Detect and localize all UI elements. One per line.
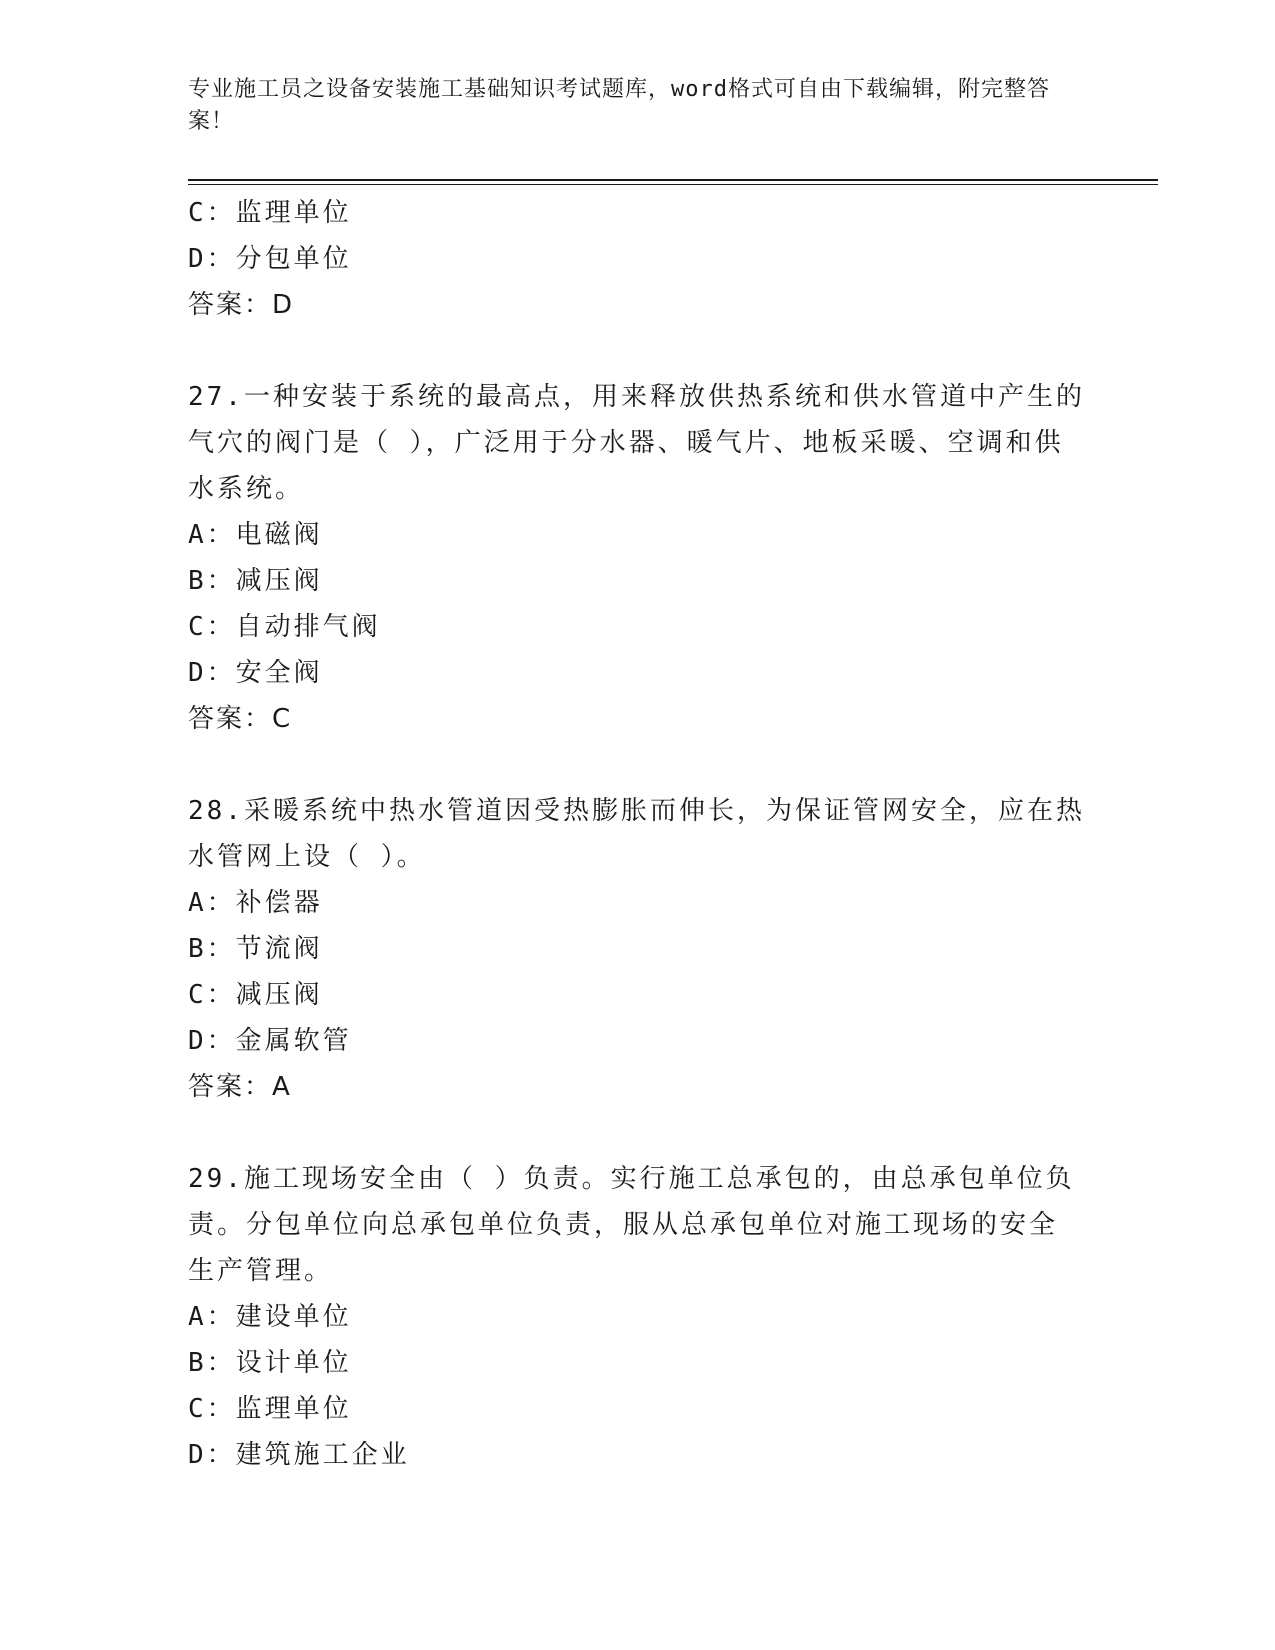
option-c: C：自动排气阀 — [188, 612, 381, 642]
question-27 — [188, 374, 1088, 742]
option-a: A：电磁阀 — [188, 520, 323, 550]
option-b: B：设计单位 — [188, 1348, 352, 1378]
answer: 答案：C — [188, 704, 293, 734]
document-header: 专业施工员之设备安装施工基础知识考试题库，word格式可自由下载编辑，附完整答案！ — [188, 77, 1050, 134]
question-stem: 气穴的阀门是（ ），广泛用于分水器、暖气片、地板采暖、空调和供 — [188, 428, 1064, 458]
option-b: B：减压阀 — [188, 566, 323, 596]
option-c: C：监理单位 — [188, 1394, 352, 1424]
question-stem: 生产管理。 — [188, 1256, 334, 1286]
option-c: C：监理单位 — [188, 198, 352, 228]
option-c: C：减压阀 — [188, 980, 323, 1010]
answer: 答案：A — [188, 1072, 292, 1102]
option-d: D：建筑施工企业 — [188, 1440, 410, 1470]
option-a: A：补偿器 — [188, 888, 323, 918]
question-content — [188, 190, 1088, 1478]
answer: 答案：D — [188, 290, 295, 320]
question-stem: 27.一种安装于系统的最高点，用来释放供热系统和供水管道中产生的 — [188, 382, 1085, 412]
question-stem: 责。分包单位向总承包单位负责，服从总承包单位对施工现场的安全 — [188, 1210, 1059, 1240]
spacer — [188, 1110, 1088, 1156]
question-29 — [188, 1156, 1088, 1478]
spacer — [188, 742, 1088, 788]
option-a: A：建设单位 — [188, 1302, 352, 1332]
option-b: B：节流阀 — [188, 934, 323, 964]
question-stem: 水系统。 — [188, 474, 305, 504]
question-stem: 水管网上设（ ）。 — [188, 842, 426, 872]
question-stem: 28.采暖系统中热水管道因受热膨胀而伸长，为保证管网安全，应在热 — [188, 796, 1085, 826]
header-rule-thin — [188, 184, 1158, 185]
option-d: D：金属软管 — [188, 1026, 352, 1056]
option-d: D：安全阀 — [188, 658, 323, 688]
option-d: D：分包单位 — [188, 244, 352, 274]
question-stem: 29.施工现场安全由（ ）负责。实行施工总承包的，由总承包单位负 — [188, 1164, 1075, 1194]
header-rule-thick — [188, 179, 1158, 181]
spacer — [188, 328, 1088, 374]
question-28 — [188, 788, 1088, 1110]
